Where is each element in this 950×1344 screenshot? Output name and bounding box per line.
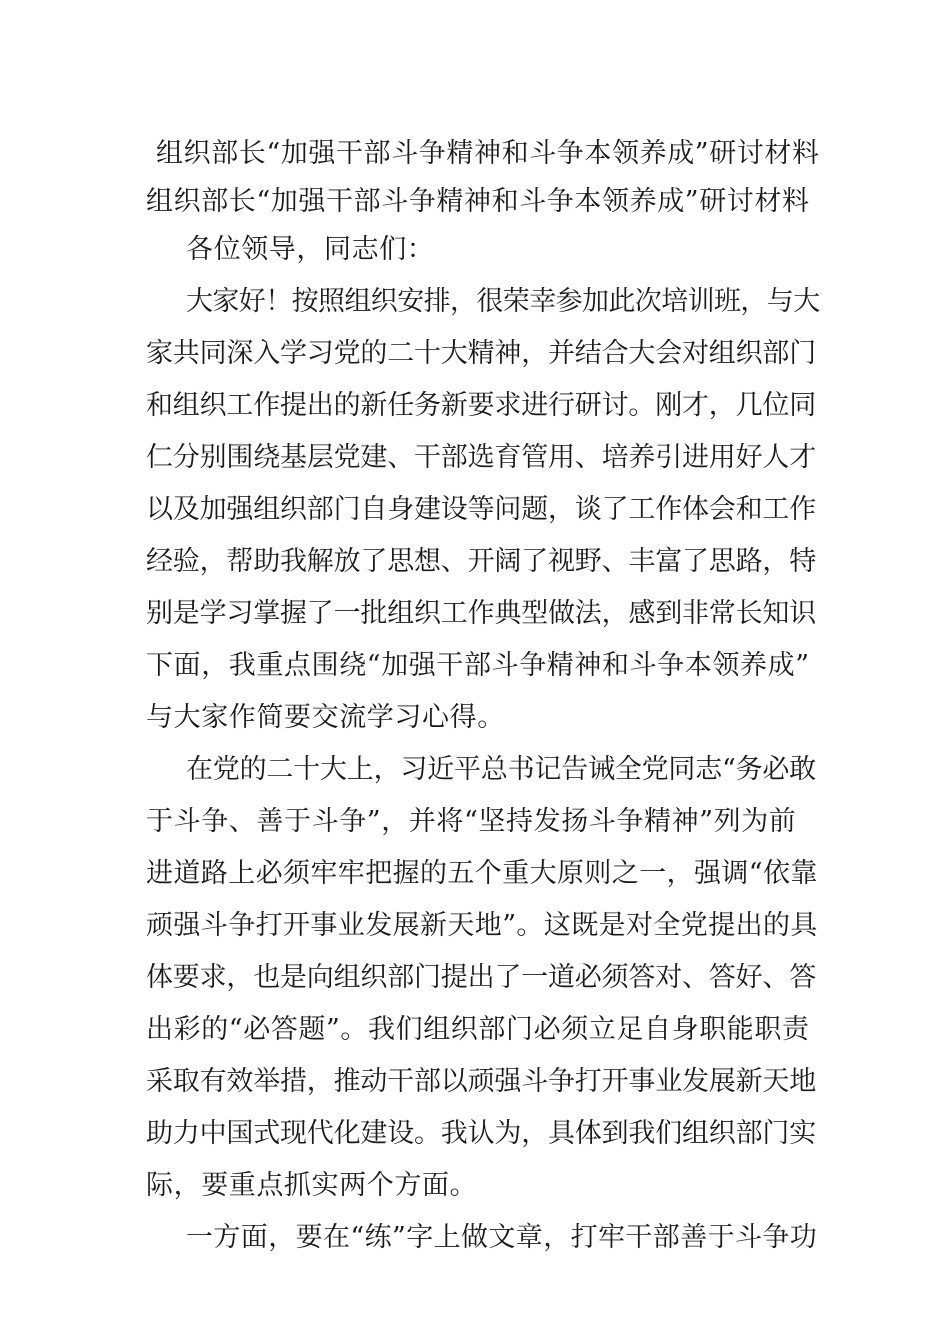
paragraph-1-line: 别是学习掌握了一批组织工作典型做法，感到非常长知识 — [146, 598, 816, 629]
paragraph-2-line: 出彩的“必答题”。我们组织部门必须立足自身职能职责 — [146, 1014, 810, 1045]
paragraph-3-line: 一方面，要在“练”字上做文章，打牢干部善于斗争功 — [186, 1222, 818, 1253]
paragraph-2-line: 助力中国式现代化建设。我认为，具体到我们组织部门实 — [146, 1118, 816, 1149]
paragraph-2-line: 在党的二十大上，习近平总书记告诫全党同志“务必敢 — [186, 754, 817, 785]
paragraph-1-line: 大家好！按照组织安排，很荣幸参加此次培训班，与大 — [186, 286, 820, 317]
paragraph-2-line: 于斗争、善于斗争”，并将“坚持发扬斗争精神”列为前 — [146, 806, 797, 837]
paragraph-1-line: 和组织工作提出的新任务新要求进行研讨。刚才，几位同 — [146, 390, 816, 421]
paragraph-2-line: 顽强斗争打开事业发展新天地”。这既是对全党提出的具 — [146, 910, 818, 941]
paragraph-2-line: 进道路上必须牢牢把握的五个重大原则之一，强调“依靠 — [146, 858, 818, 889]
paragraph-1-line: 以及加强组织部门自身建设等问题，谈了工作体会和工作 — [146, 494, 816, 525]
document-subtitle: 组织部长“加强干部斗争精神和斗争本领养成”研讨材料 — [146, 186, 810, 217]
paragraph-1-line: 家共同深入学习党的二十大精神，并结合大会对组织部门 — [146, 338, 816, 369]
paragraph-1-line: 与大家作简要交流学习心得。 — [146, 702, 505, 733]
paragraph-1-line: 经验，帮助我解放了思想、开阔了视野、丰富了思路，特 — [146, 546, 816, 577]
paragraph-2-line: 采取有效举措，推动干部以顽强斗争打开事业发展新天地 — [146, 1066, 816, 1097]
paragraph-2-line: 际，要重点抓实两个方面。 — [146, 1170, 478, 1201]
document-title: 组织部长“加强干部斗争精神和斗争本领养成”研讨材料 — [156, 138, 820, 169]
salutation: 各位领导，同志们： — [186, 234, 435, 265]
paragraph-1-line: 下面，我重点围绕“加强干部斗争精神和斗争本领养成” — [146, 650, 810, 681]
paragraph-2-line: 体要求，也是向组织部门提出了一道必须答对、答好、答 — [146, 962, 816, 993]
paragraph-1-line: 仁分别围绕基层党建、干部选育管用、培养引进用好人才 — [146, 442, 816, 473]
